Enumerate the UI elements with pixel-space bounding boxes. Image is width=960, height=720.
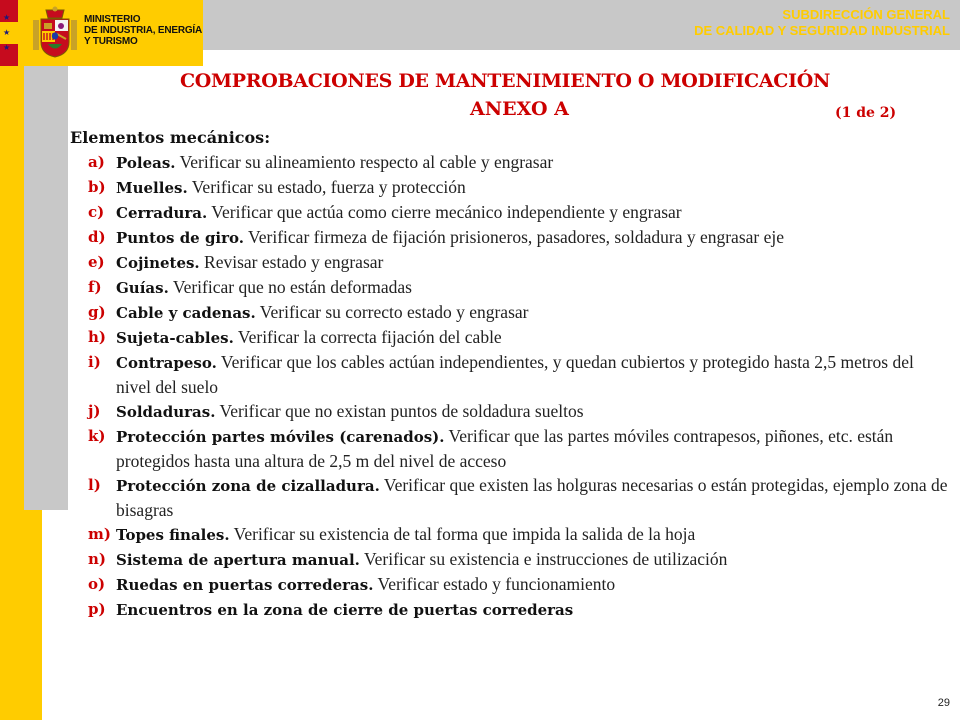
item-letter: e) — [88, 253, 105, 271]
list-item — [88, 250, 948, 275]
list-item — [88, 572, 948, 597]
list-item — [88, 424, 948, 473]
list-item — [88, 399, 948, 424]
item-lead: Sujeta-cables. — [116, 329, 234, 347]
list-item — [88, 547, 948, 572]
item-text — [116, 424, 948, 473]
item-lead: Guías. — [116, 279, 169, 297]
page-subtitle: ANEXO A — [470, 98, 569, 120]
item-description: Revisar estado y engrasar — [199, 252, 384, 272]
item-lead: Ruedas en puertas correderas. — [116, 576, 374, 594]
list-item — [88, 597, 948, 622]
list-item — [88, 225, 948, 250]
item-letter: l) — [88, 476, 101, 494]
item-letter: b) — [88, 178, 106, 196]
item-letter: i) — [88, 353, 101, 371]
item-letter: f) — [88, 278, 102, 296]
star-icon: ★ — [3, 43, 11, 52]
item-letter: a) — [88, 153, 105, 171]
item-text — [116, 200, 948, 225]
item-letter: o) — [88, 575, 106, 593]
item-description: Verificar su existencia de tal forma que impida la salida de la hoja — [229, 524, 696, 544]
item-lead: Sistema de apertura manual. — [116, 551, 360, 569]
coat-of-arms-icon — [32, 6, 78, 60]
item-text — [116, 399, 948, 424]
item-description: Verificar su alineamiento respecto al cable y engrasar — [175, 152, 554, 172]
item-description: Verificar que actúa como cierre mecánico independiente y engrasar — [207, 202, 682, 222]
item-description: Verificar que existen las holguras necesarias o están protegidas, ejemplo zona de bisagras — [116, 475, 948, 520]
item-text — [116, 275, 948, 300]
item-description: Verificar su estado, fuerza y protección — [187, 177, 466, 197]
checklist — [88, 150, 948, 622]
item-letter: m) — [88, 525, 111, 543]
ministry-logo — [18, 0, 203, 66]
page-indicator: (1 de 2) — [835, 105, 897, 121]
section-title: Elementos mecánicos: — [70, 128, 271, 147]
subdirection-line-2: DE CALIDAD Y SEGURIDAD INDUSTRIAL — [694, 23, 950, 38]
item-text — [116, 250, 948, 275]
eu-flag-strip — [0, 0, 18, 66]
list-item — [88, 325, 948, 350]
item-letter: g) — [88, 303, 106, 321]
list-item — [88, 175, 948, 200]
item-description: Verificar que no están deformadas — [168, 277, 412, 297]
star-icon: ★ — [3, 28, 11, 37]
ministry-line-3: Y TURISMO — [84, 36, 138, 47]
item-lead: Poleas. — [116, 154, 176, 172]
item-lead: Contrapeso. — [116, 354, 217, 372]
list-item — [88, 522, 948, 547]
page-title: COMPROBACIONES DE MANTENIMIENTO O MODIFICACIÓN — [179, 70, 831, 92]
ministry-line-1: MINISTERIO — [84, 14, 141, 25]
list-item — [88, 150, 948, 175]
list-item — [88, 275, 948, 300]
item-text — [116, 325, 948, 350]
subdirection-line-1: SUBDIRECCIÓN GENERAL — [782, 7, 950, 22]
item-text — [116, 175, 948, 200]
item-text — [116, 225, 948, 250]
left-gray-panel — [24, 50, 68, 510]
item-description: Verificar estado y funcionamiento — [373, 574, 616, 594]
item-letter: n) — [88, 550, 107, 568]
page-number: 29 — [937, 697, 950, 709]
item-description: Verificar que las partes móviles contrapesos, piñones, etc. están protegidos hasta una altura de 2,5 m del nivel de acceso — [116, 426, 894, 471]
ministry-line-2: DE INDUSTRIA, ENERGÍA — [84, 25, 203, 36]
list-item — [88, 350, 948, 399]
item-letter: k) — [88, 427, 106, 445]
list-item — [88, 473, 948, 522]
item-lead: Cerradura. — [116, 204, 208, 222]
item-lead: Muelles. — [116, 179, 188, 197]
item-text — [116, 300, 948, 325]
item-text — [116, 547, 948, 572]
item-letter: h) — [88, 328, 107, 346]
item-lead: Puntos de giro. — [116, 229, 244, 247]
item-description: Verificar firmeza de fijación prisioneros, pasadores, soldadura y engrasar eje — [244, 227, 785, 247]
item-lead: Encuentros en la zona de cierre de puertas correderas — [116, 601, 574, 619]
item-text — [116, 572, 948, 597]
item-lead: Cable y cadenas. — [116, 304, 256, 322]
item-text — [116, 522, 948, 547]
subdirection-heading — [694, 7, 950, 39]
item-description: Verificar que los cables actúan independientes, y quedan cubiertos y protegido hasta 2,5 metros del nivel del suelo — [116, 352, 914, 397]
ministry-name — [84, 14, 204, 47]
item-text — [116, 597, 948, 622]
item-text — [116, 150, 948, 175]
item-lead: Cojinetes. — [116, 254, 200, 272]
item-lead: Soldaduras. — [116, 403, 216, 421]
item-description: Verificar su correcto estado y engrasar — [255, 302, 529, 322]
star-icon: ★ — [3, 13, 11, 22]
item-text — [116, 473, 948, 522]
item-text — [116, 350, 948, 399]
list-item — [88, 200, 948, 225]
item-lead: Protección partes móviles (carenados). — [116, 428, 445, 446]
item-description: Verificar su existencia e instrucciones de utilización — [359, 549, 728, 569]
item-description: Verificar que no existan puntos de soldadura sueltos — [215, 401, 584, 421]
item-lead: Protección zona de cizalladura. — [116, 477, 380, 495]
item-letter: j) — [88, 402, 101, 420]
item-description: Verificar la correcta fijación del cable — [233, 327, 502, 347]
item-letter: d) — [88, 228, 106, 246]
item-lead: Topes finales. — [116, 526, 230, 544]
item-letter: c) — [88, 203, 105, 221]
list-item — [88, 300, 948, 325]
item-letter: p) — [88, 600, 106, 618]
